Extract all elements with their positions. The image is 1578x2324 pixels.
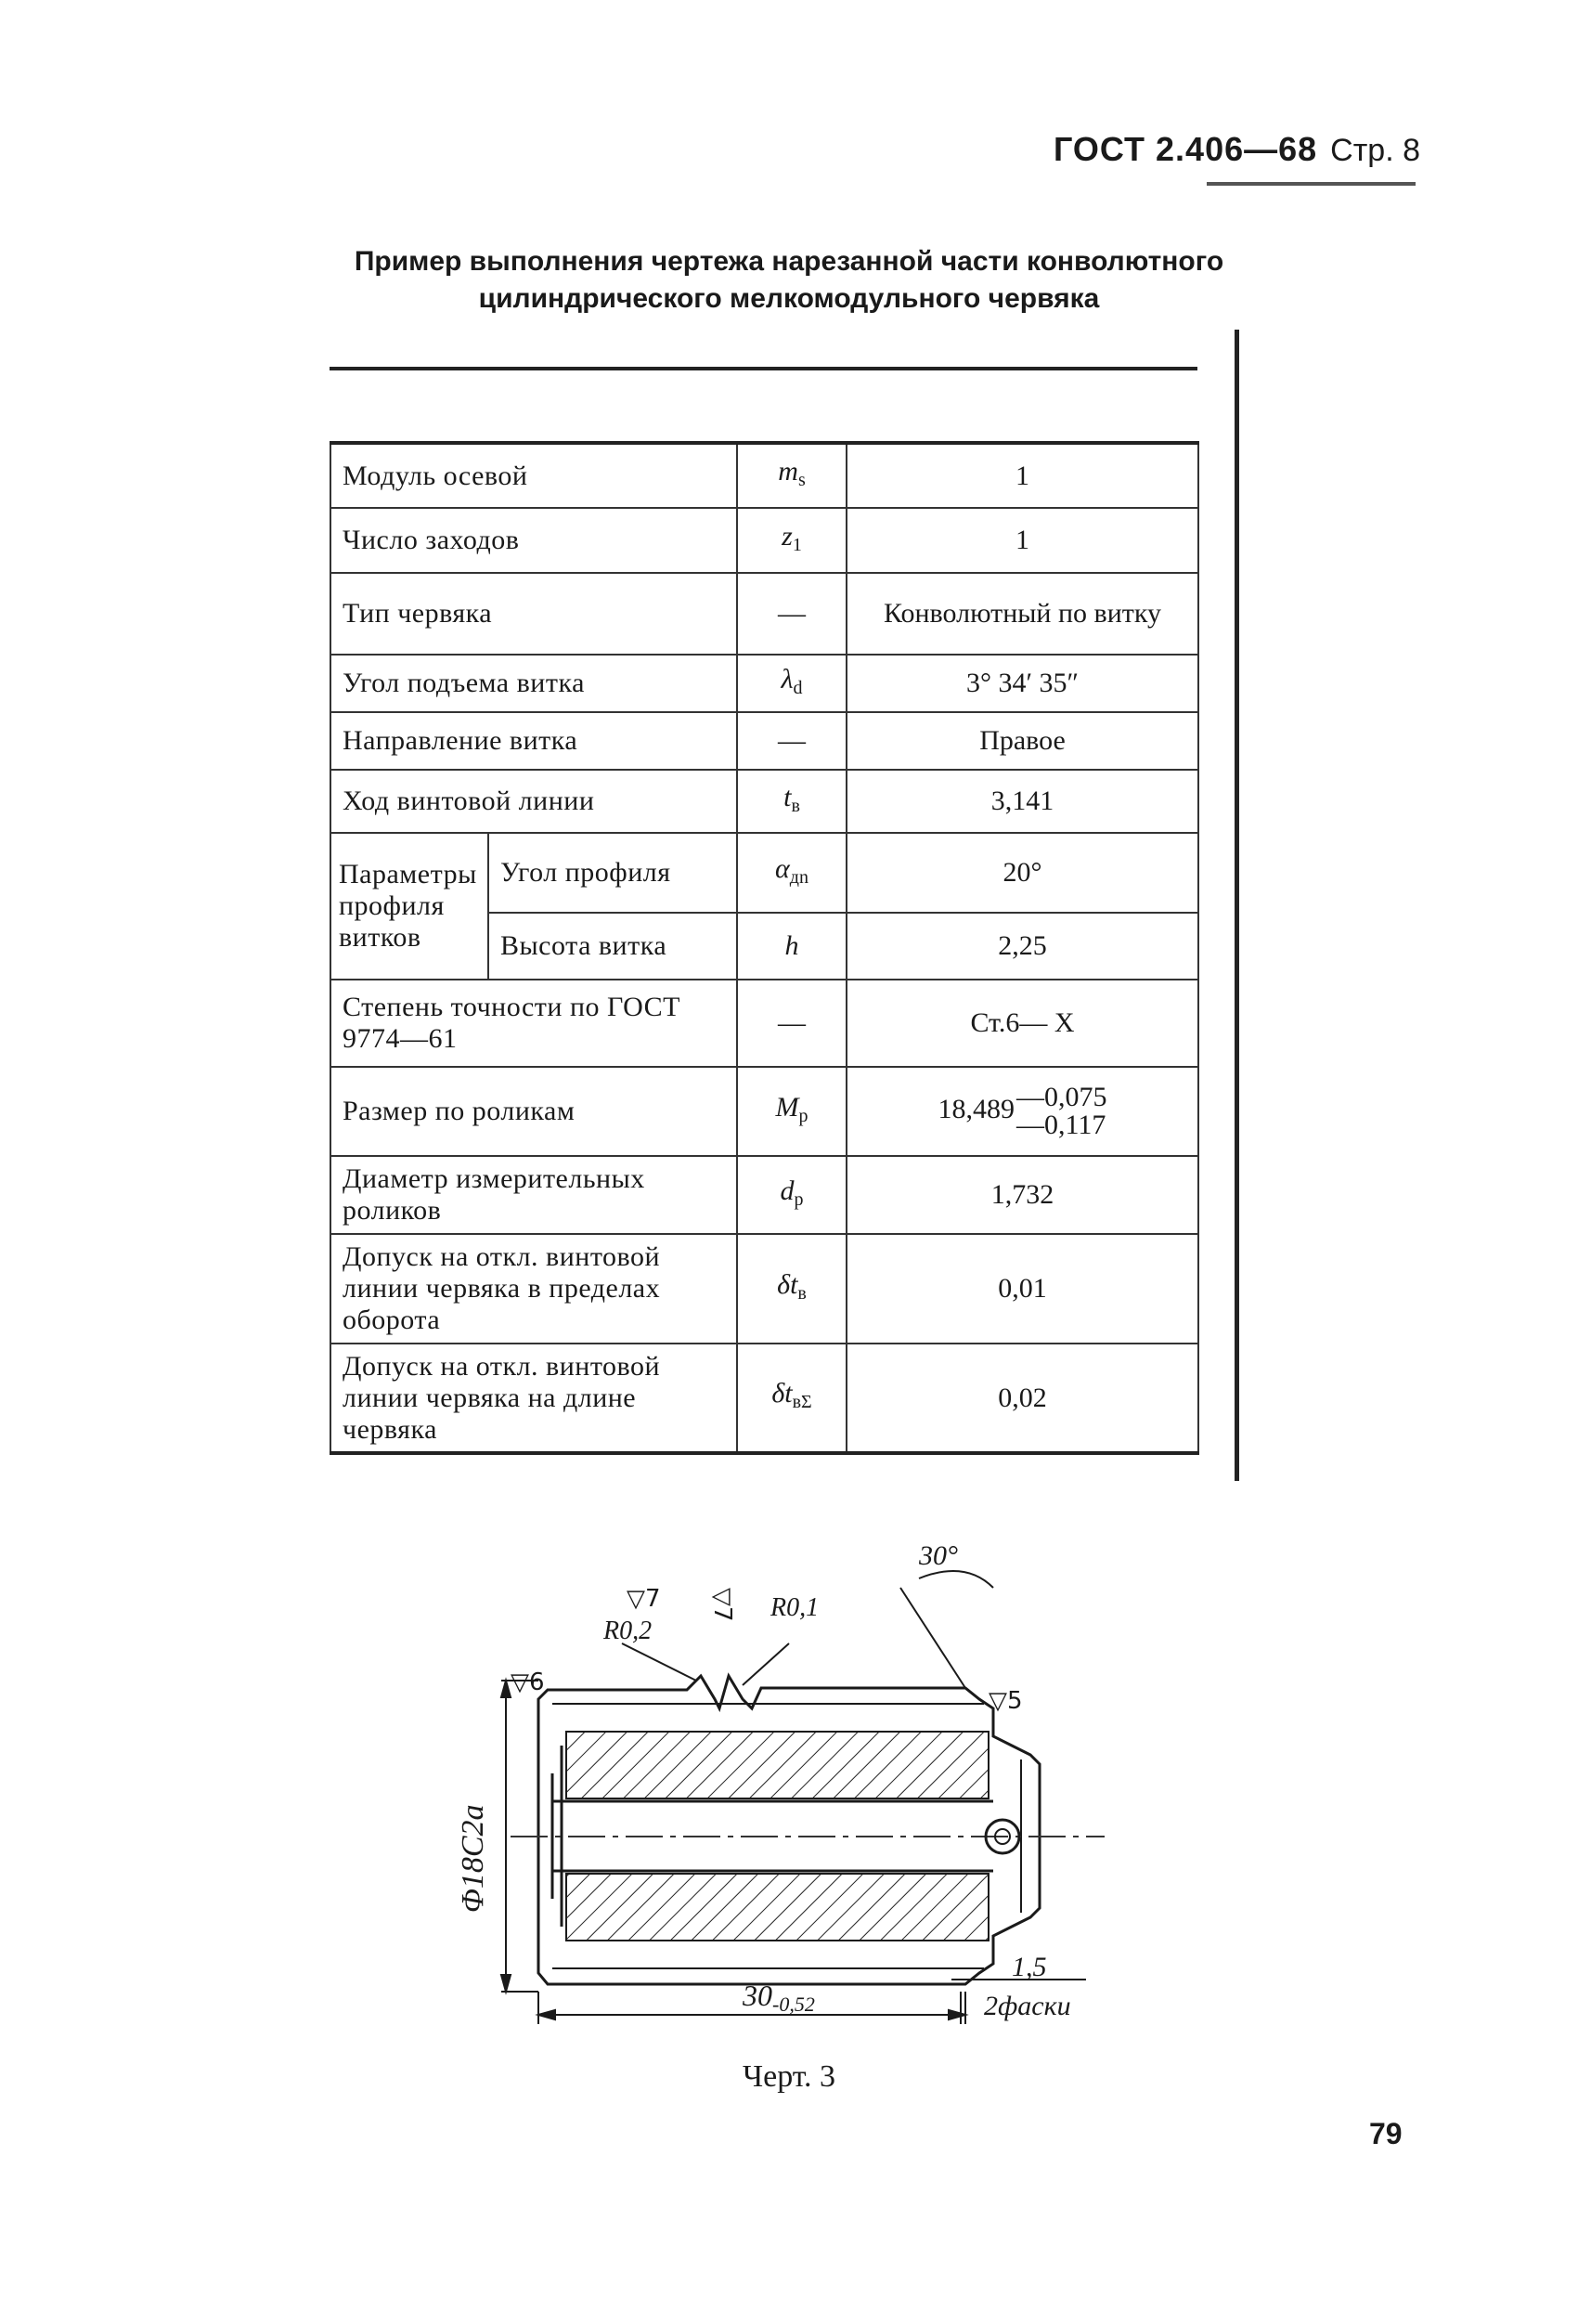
page-title xyxy=(278,243,1300,318)
title-line-1: Пример выполнения чертежа нарезанной части конволютного xyxy=(354,246,1224,277)
row-symbol: $\delta t_{в\Sigma}$ xyxy=(737,1344,847,1453)
row-value: 3° 34′ 35″ xyxy=(847,655,1198,712)
row-label: Модуль осевой xyxy=(330,443,737,508)
row-label: Направление витка xyxy=(330,712,737,770)
row-symbol: — xyxy=(737,980,847,1067)
row-symbol: $\alpha_{дn}$ xyxy=(737,833,847,913)
table-row xyxy=(330,508,1198,573)
table-row xyxy=(330,770,1198,833)
parameters-table xyxy=(330,441,1199,1455)
table-row xyxy=(330,712,1198,770)
table-row xyxy=(330,980,1198,1067)
row-symbol: — xyxy=(737,573,847,655)
standard-number: ГОСТ 2.406—68 xyxy=(1054,130,1318,168)
angle-dimension xyxy=(900,1571,993,1688)
table-frame-right xyxy=(1235,330,1239,1481)
row-label: Угол профиля xyxy=(488,833,737,913)
table-top-rule xyxy=(330,367,1197,370)
page-label: Стр. 8 xyxy=(1330,133,1421,168)
table-row xyxy=(330,655,1198,712)
chamfer-size: 1,5 xyxy=(1012,1952,1047,1982)
roughness-6-icon: ▽6 xyxy=(511,1668,545,1696)
row-label: Ход винтовой линии xyxy=(330,770,737,833)
row-value: 1 xyxy=(847,508,1198,573)
page-header xyxy=(1054,130,1420,169)
row-symbol: $z_1$ xyxy=(737,508,847,573)
row-symbol: $t_в$ xyxy=(737,770,847,833)
angle-label: 30° xyxy=(919,1540,958,1571)
row-symbol: h xyxy=(737,913,847,980)
row-value xyxy=(847,1067,1198,1156)
row-symbol: $d_p$ xyxy=(737,1156,847,1234)
row-label: Допуск на откл. винтовой линии червяка на длине червяка xyxy=(330,1344,737,1453)
table-row xyxy=(330,1156,1198,1234)
table-row xyxy=(330,573,1198,655)
table-row xyxy=(330,443,1198,508)
row-value: 1,732 xyxy=(847,1156,1198,1234)
row-label: Размер по роликам xyxy=(330,1067,737,1156)
row-value: 0,01 xyxy=(847,1234,1198,1344)
row-value: Правое xyxy=(847,712,1198,770)
row-value: 1 xyxy=(847,443,1198,508)
hatch-upper xyxy=(566,1732,989,1798)
table-row xyxy=(330,1067,1198,1156)
row-label: Тип червяка xyxy=(330,573,737,655)
table-row xyxy=(330,833,1198,913)
row-symbol: $\lambda_d$ xyxy=(737,655,847,712)
hatch-lower xyxy=(566,1874,989,1941)
value-tolerance: —0,075 —0,117 xyxy=(1016,1082,1107,1140)
row-label: Степень точности по ГОСТ 9774—61 xyxy=(330,980,737,1067)
length-label: 30-0,52 xyxy=(743,1979,815,2016)
roughness-7-icon: ▽7 xyxy=(708,1588,736,1622)
row-label: Диаметр измерительных роликов xyxy=(330,1156,737,1234)
value-base: 18,489 xyxy=(938,1093,1015,1124)
row-label: Угол подъема витка xyxy=(330,655,737,712)
roughness-5-icon: ▽5 xyxy=(989,1687,1023,1715)
radius-leaders xyxy=(622,1643,789,1685)
page-number: 79 xyxy=(1369,2117,1403,2150)
row-value: 2,25 xyxy=(847,913,1198,980)
row-value: 0,02 xyxy=(847,1344,1198,1453)
row-symbol: — xyxy=(737,712,847,770)
header-rule xyxy=(1207,182,1416,186)
title-line-2: цилиндрического мелкомодульного червяка xyxy=(478,283,1100,314)
roughness-7-icon: ▽7 xyxy=(627,1585,661,1613)
row-label: Число заходов xyxy=(330,508,737,573)
row-value: Ст.6— Х xyxy=(847,980,1198,1067)
group-label: Параметры профиля витков xyxy=(330,833,488,980)
table-row xyxy=(330,1234,1198,1344)
radius-right-label: R0,1 xyxy=(770,1593,820,1622)
row-symbol: $M_p$ xyxy=(737,1067,847,1156)
chamfer-note: 2фаски xyxy=(984,1991,1071,2021)
row-value: 20° xyxy=(847,833,1198,913)
radius-left-label: R0,2 xyxy=(603,1616,653,1645)
worm-cross-section-drawing xyxy=(436,1523,1142,2043)
row-symbol: $\delta t_в$ xyxy=(737,1234,847,1344)
row-label: Допуск на откл. винтовой линии червяка в пределах оборота xyxy=(330,1234,737,1344)
diameter-label: Φ18C2a xyxy=(456,1804,490,1913)
row-value: 3,141 xyxy=(847,770,1198,833)
row-symbol: $m_s$ xyxy=(737,443,847,508)
row-label: Высота витка xyxy=(488,913,737,980)
row-value: Конволютный по витку xyxy=(847,573,1198,655)
table-row xyxy=(330,1344,1198,1453)
figure-caption: Черт. 3 xyxy=(743,2059,836,2094)
